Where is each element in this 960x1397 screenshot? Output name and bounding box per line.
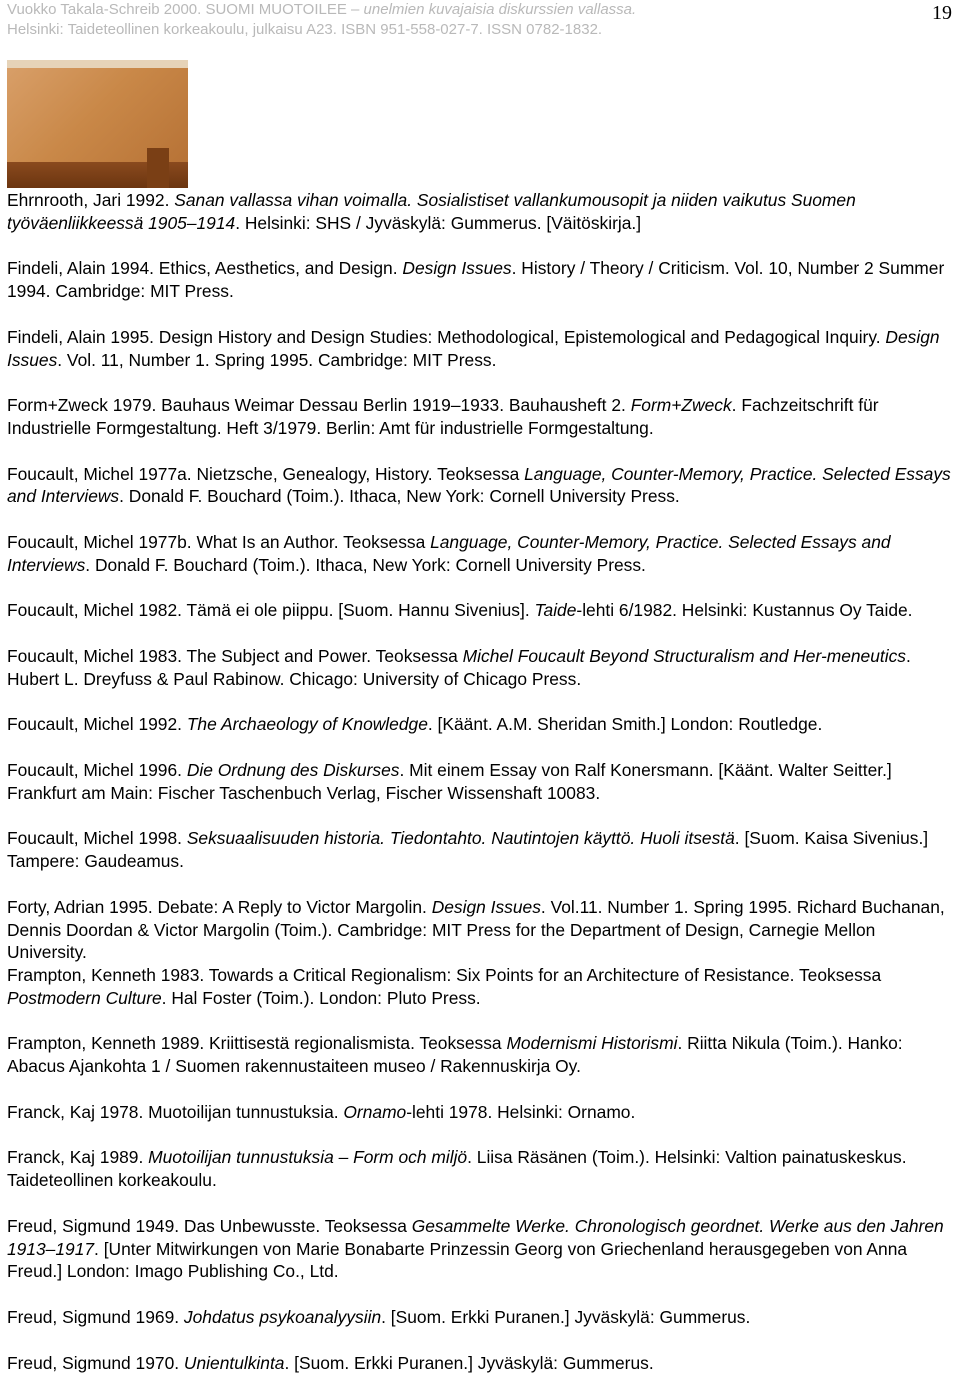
page-number: 19 <box>932 2 952 24</box>
table-leg <box>147 148 169 188</box>
header-author-title: Vuokko Takala-Schreib 2000. SUOMI MUOTOILEE – <box>7 1 364 18</box>
reference-text: Frampton, Kenneth 1989. Kriittisestä regionalismista. Teoksessa <box>7 1033 507 1054</box>
reference-italic-title: Seksuaalisuuden historia. Tiedontahto. Nautintojen käyttö. Huoli itsestä <box>186 828 735 849</box>
reference-entry <box>7 713 953 736</box>
reference-text: Forty, Adrian 1995. Debate: A Reply to Victor Margolin. <box>7 896 432 917</box>
reference-text: Franck, Kaj 1978. Muotoilijan tunnustuksia. <box>7 1101 344 1122</box>
reference-text: Freud, Sigmund 1969. <box>7 1307 184 1328</box>
reference-text: -lehti 1978. Helsinki: Ornamo. <box>406 1101 636 1122</box>
reference-entry <box>7 599 953 622</box>
reference-text: . Vol.11. Number 1. Spring 1995. Richard Buchanan, Dennis Doordan & Victor Margolin (Toim.). Cambridge: MIT Press for the Department of Design, Carnegie Mellon University. <box>7 896 945 963</box>
reference-entry <box>7 189 953 235</box>
reference-entry <box>7 1215 953 1283</box>
reference-entry <box>7 257 953 303</box>
reference-text: . [Käänt. A.M. Sheridan Smith.] London: Routledge. <box>427 714 823 735</box>
reference-text: . [Unter Mitwirkungen von Marie Bonabarte Prinzessin Georg von Griechenland herausgegeben von Anna Freud.] London: Imago Publishing Co., Ltd. <box>7 1238 908 1282</box>
reference-italic-title: Design Issues <box>7 326 940 370</box>
running-header <box>7 0 907 40</box>
reference-text: . Mit einem Essay von Ralf Konersmann. [Käänt. Walter Seitter.] Frankfurt am Main: Fischer Taschenbuch Verlag, Fischer Wissenshaft 10083. <box>7 759 892 803</box>
reference-italic-title: Michel Foucault Beyond Structuralism and Her-meneutics <box>462 645 906 666</box>
reference-italic-title: Postmodern Culture <box>7 987 162 1008</box>
reference-text: Foucault, Michel 1983. The Subject and Power. Teoksessa <box>7 645 463 666</box>
reference-italic-title: Ornamo <box>343 1101 407 1122</box>
reference-text: . Fachzeitschrift für Industrielle Formgestaltung. Heft 3/1979. Berlin: Amt für industrielle Formgestaltung. <box>7 395 879 438</box>
reference-text: Foucault, Michel 1992. <box>7 714 187 735</box>
reference-text: . Vol. 11, Number 1. Spring 1995. Cambridge: MIT Press. <box>57 349 497 370</box>
reference-entry <box>7 1101 953 1124</box>
reference-italic-title: Taide <box>534 600 577 621</box>
reference-text: . [Suom. Erkki Puranen.] Jyväskylä: Gummerus. <box>284 1352 654 1373</box>
reference-entry <box>7 394 953 440</box>
reference-entry <box>7 759 953 805</box>
photo-background <box>7 60 188 68</box>
reference-italic-title: Modernismi Historismi <box>506 1033 678 1054</box>
reference-text: -lehti 6/1982. Helsinki: Kustannus Oy Taide. <box>576 600 913 621</box>
reference-entry <box>7 896 953 964</box>
reference-italic-title: Gesammelte Werke. Chronologisch geordnet. Werke aus den Jahren 1913–1917 <box>7 1215 944 1259</box>
reference-italic-title: Die Ordnung des Diskurses <box>186 759 400 780</box>
reference-entry <box>7 1352 953 1375</box>
reference-text: . History / Theory / Criticism. Vol. 10, Number 2 Summer 1994. Cambridge: MIT Press. <box>7 258 945 302</box>
reference-list <box>7 189 953 1397</box>
reference-text: . Liisa Räsänen (Toim.). Helsinki: Valtion painatuskeskus. Taideteollinen korkeakoulu. <box>7 1147 907 1191</box>
reference-italic-title: Language, Counter-Memory, Practice. Selected Essays and Interviews <box>7 463 951 507</box>
reference-entry <box>7 531 953 577</box>
reference-italic-title: The Archaeology of Knowledge <box>186 714 428 735</box>
reference-entry <box>7 964 953 1010</box>
reference-italic-title: Muotoilijan tunnustuksia – Form och miljö <box>148 1147 468 1168</box>
reference-text: . [Suom. Kaisa Sivenius.] Tampere: Gaudeamus. <box>7 828 929 872</box>
reference-entry <box>7 1146 953 1192</box>
reference-italic-title: Design Issues <box>402 258 512 279</box>
reference-italic-title: Johdatus psykoanalyysiin <box>183 1307 382 1328</box>
reference-entry <box>7 463 953 509</box>
reference-text: Freud, Sigmund 1970. <box>7 1352 184 1373</box>
reference-italic-title: Design Issues <box>431 896 541 917</box>
reference-text: Foucault, Michel 1996. <box>7 759 187 780</box>
header-subtitle: unelmien kuvajaisia diskurssien vallassa. <box>363 1 637 18</box>
reference-text: . Hal Foster (Toim.). London: Pluto Press. <box>161 987 481 1008</box>
reference-text: Foucault, Michel 1977a. Nietzsche, Genealogy, History. Teoksessa <box>7 463 525 484</box>
reference-text: . Riitta Nikula (Toim.). Hanko: Abacus Ajankohta 1 / Suomen rakennustaiteen museo / Rakennuskirja Oy. <box>7 1033 903 1077</box>
reference-italic-title: Form+Zweck <box>630 395 732 416</box>
reference-entry <box>7 1306 953 1329</box>
reference-entry <box>7 827 953 873</box>
reference-text: Ehrnrooth, Jari 1992. <box>7 190 175 210</box>
reference-text: Frampton, Kenneth 1983. Towards a Critical Regionalism: Six Points for an Architecture of Resistance. Teoksessa <box>7 965 882 986</box>
reference-text: Foucault, Michel 1982. Tämä ei ole piippu. [Suom. Hannu Sivenius]. <box>7 600 535 621</box>
reference-italic-title: Language, Counter-Memory, Practice. Selected Essays and Interviews <box>7 531 891 575</box>
reference-text: . Hubert L. Dreyfuss & Paul Rabinow. Chicago: University of Chicago Press. <box>7 645 911 689</box>
reference-italic-title: Unientulkinta <box>183 1352 285 1373</box>
reference-entry <box>7 645 953 691</box>
reference-text: Franck, Kaj 1989. <box>7 1147 149 1168</box>
wooden-table-photo <box>7 60 188 188</box>
reference-text: Findeli, Alain 1995. Design History and Design Studies: Methodological, Epistemological and Pedagogical Inquiry. <box>7 326 886 347</box>
reference-text: . Donald F. Bouchard (Toim.). Ithaca, New York: Cornell University Press. <box>85 554 646 575</box>
reference-text: . [Suom. Erkki Puranen.] Jyväskylä: Gummerus. <box>381 1307 751 1328</box>
reference-entry <box>7 1032 953 1078</box>
reference-text: Form+Zweck 1979. Bauhaus Weimar Dessau Berlin 1919–1933. Bauhausheft 2. <box>7 395 631 416</box>
reference-text: . Helsinki: SHS / Jyväskylä: Gummerus. [Väitöskirja.] <box>235 212 642 233</box>
reference-text: Foucault, Michel 1977b. What Is an Author. Teoksessa <box>7 531 431 552</box>
reference-entry <box>7 326 953 372</box>
running-header-line-2: Helsinki: Taideteollinen korkeakoulu, julkaisu A23. ISBN 951-558-027-7. ISSN 0782-1832. <box>7 21 603 38</box>
reference-text: Foucault, Michel 1998. <box>7 828 187 849</box>
reference-text: Freud, Sigmund 1949. Das Unbewusste. Teoksessa <box>7 1215 412 1236</box>
reference-text: . Donald F. Bouchard (Toim.). Ithaca, New York: Cornell University Press. <box>119 486 680 507</box>
running-header-line-1 <box>7 0 907 20</box>
reference-italic-title: Sanan vallassa vihan voimalla. Sosialistiset vallankumousopit ja niiden vaikutus Suomen työväenliikkeessä 1905–1914 <box>7 190 856 233</box>
reference-text: Findeli, Alain 1994. Ethics, Aesthetics, and Design. <box>7 258 403 279</box>
